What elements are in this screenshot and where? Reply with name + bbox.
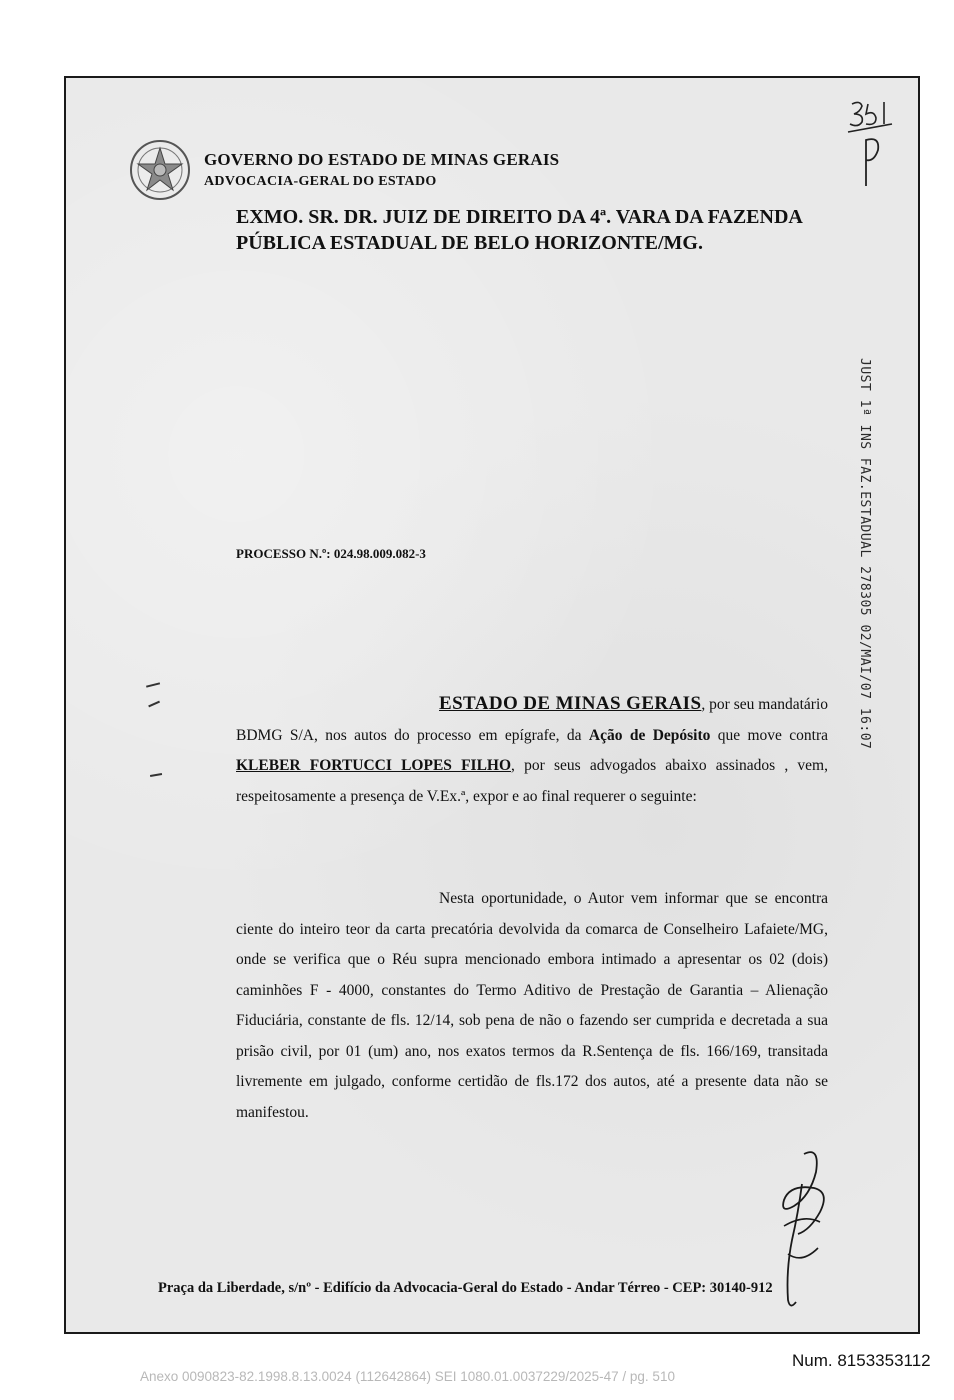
process-number: PROCESSO N.º: 024.98.009.082-3 — [236, 546, 426, 561]
party-name: ESTADO DE MINAS GERAIS — [439, 693, 702, 714]
margin-mark — [150, 773, 162, 777]
paragraph-text: que move contra — [710, 726, 828, 744]
paragraph-opening — [236, 689, 828, 812]
paragraph-text: Nesta oportunidade, o Autor vem informar que se encontra ciente do inteiro teor da carta precatória devolvida da comarca de Conselheiro Lafaiete/MG, onde se verifica que o Réu supra mencionado embora intimado a apresentar os 02 (dois) caminhões F - 4000, constantes do Termo Aditivo de Prestação de Garantia – Alienação Fiduciária, constante de fls. 12/14, sob pena de não o fazendo ser cumprida e decretada a sua prisão civil, por 01 (um) ano, nos exatos termos da R.Sentença de fls. 166/169, transitada livremente em julgado, conforme certidão de fls.172 dos autos, até a presente data não se manifestou. — [236, 890, 828, 1121]
paragraph-text: , por seu mandatário BDMG S/A, nos autos do processo em epígrafe, da — [236, 696, 828, 744]
document-number: Num. 8153353112 — [792, 1351, 931, 1370]
addressee — [236, 204, 836, 256]
state-crest-seal — [128, 138, 192, 202]
government-name: GOVERNO DO ESTADO DE MINAS GERAIS — [204, 150, 560, 169]
footer-address: Praça da Liberdade, s/nº - Edifício da Advocacia-Geral do Estado - Andar Térreo - CEP: 30140-912 — [158, 1280, 773, 1296]
handwritten-folio-number — [844, 96, 904, 186]
addressee-line-2: PÚBLICA ESTADUAL DE BELO HORIZONTE/MG. — [236, 232, 703, 254]
office-name: ADVOCACIA-GERAL DO ESTADO — [204, 174, 437, 189]
addressee-line-1: EXMO. SR. DR. JUIZ DE DIREITO DA 4ª. VARA DA FAZENDA — [236, 206, 803, 228]
defendant-name: KLEBER FORTUCCI LOPES FILHO — [236, 757, 512, 774]
margin-mark — [148, 701, 160, 707]
scanned-page — [64, 76, 920, 1334]
paragraph-text: , por seus advogados abaixo assinados , vem, respeitosamente a presença de V.Ex.ª, expor e ao final requerer o seguinte: — [236, 757, 828, 805]
action-name: Ação de Depósito — [588, 726, 711, 744]
margin-mark — [146, 682, 160, 687]
paragraph-information — [236, 884, 828, 1128]
court-receipt-stamp: JUST 1ª INS FAZ.ESTADUAL 278305 02/MAI/07 16:07 — [857, 358, 872, 750]
annex-reference: Anexo 0090823-82.1998.8.13.0024 (112642864) SEI 1080.01.0037229/2025-47 / pg. 510 — [140, 1369, 675, 1384]
